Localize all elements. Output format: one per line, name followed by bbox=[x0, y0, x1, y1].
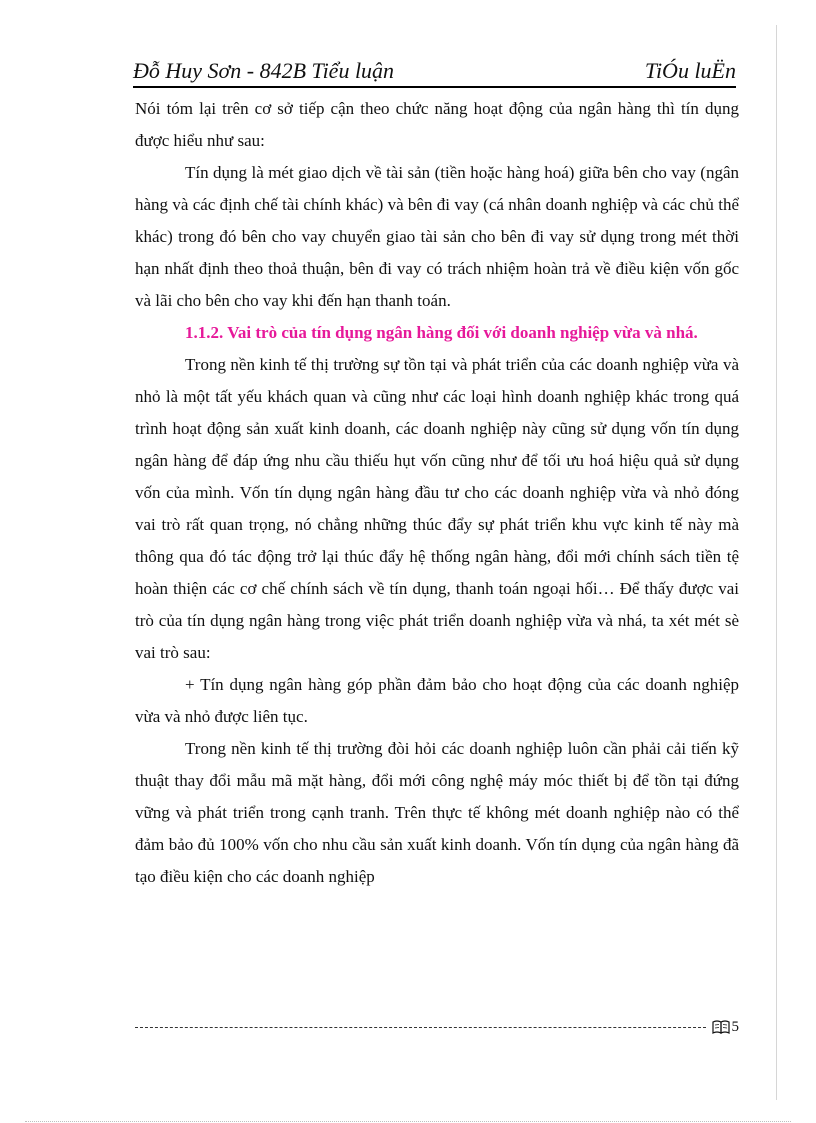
section-heading: 1.1.2. Vai trò của tín dụng ngân hàng đối với doanh nghiệp vừa và nhá. bbox=[185, 323, 698, 342]
header-author-title: Đỗ Huy Sơn - 842B Tiểu luận bbox=[133, 58, 395, 83]
page-footer bbox=[135, 1015, 739, 1039]
paragraph-role-intro: Trong nền kinh tế thị trường sự tồn tại và phát triển của các doanh nghiệp vừa và nhỏ là một tất yếu khách quan và cũng như các loại hình doanh nghiệp khác trong quá trình hoạt động sản xuất kinh doanh, các doanh nghiệp này cũng sử dụng vốn tín dụng ngân hàng để đáp ứng nhu cầu thiếu hụt vốn cũng như để tối ưu hoá hiệu quả sử dụng vốn của mình. Vốn tín dụng ngân hàng đầu tư cho các doanh nghiệp vừa và nhỏ đóng vai trò rất quan trọng, nó chẳng những thúc đẩy sự phát triển khu vực kinh tế này mà thông qua đó tác động trở lại thúc đẩy hệ thống ngân hàng, đổi mới chính sách tiền tệ hoàn thiện các cơ chế chính sách về tín dụng, thanh toán ngoại hối… Để thấy được vai trò của tín dụng ngân hàng trong việc phát triển doanh nghiệp vừa và nhá, ta xét mét sè vai trò sau: bbox=[135, 355, 739, 662]
paragraph-bullet: + Tín dụng ngân hàng góp phần đảm bảo cho hoạt động của các doanh nghiệp vừa và nhỏ được liên tục. bbox=[135, 675, 739, 726]
paragraph-summary: Nói tóm lại trên cơ sở tiếp cận theo chức năng hoạt động của ngân hàng thì tín dụng được hiểu như sau: bbox=[135, 99, 739, 150]
header-doc-type: TiÓu luËn bbox=[644, 58, 736, 83]
document-body bbox=[135, 93, 739, 893]
footer-rule bbox=[135, 1027, 706, 1028]
page-bottom-border bbox=[25, 1121, 791, 1122]
paragraph-continuity: Trong nền kinh tế thị trường đòi hỏi các doanh nghiệp luôn cần phải cải tiến kỹ thuật thay đổi mẫu mã mặt hàng, đổi mới công nghệ máy móc thiết bị để tồn tại đứng vững và phát triển trong cạnh tranh. Trên thực tế không mét doanh nghiệp nào có thể đảm bảo đủ 100% vốn cho nhu cầu sản xuất kinh doanh. Vốn tín dụng của ngân hàng đã tạo điều kiện cho các doanh nghiệp bbox=[135, 739, 739, 886]
page-number: 5 bbox=[731, 1018, 739, 1035]
book-icon bbox=[712, 1020, 730, 1034]
running-header bbox=[133, 56, 736, 88]
paragraph-definition: Tín dụng là mét giao dịch về tài sản (tiền hoặc hàng hoá) giữa bên cho vay (ngân hàng và các định chế tài chính khác) và bên đi vay (cá nhân doanh nghiệp và các chủ thể khác) trong đó bên cho vay chuyển giao tài sản cho bên đi vay sử dụng trong mét thời hạn nhất định theo thoả thuận, bên đi vay có trách nhiệm hoàn trả về điều kiện vốn gốc và lãi cho bên cho vay khi đến hạn thanh toán. bbox=[135, 163, 739, 310]
